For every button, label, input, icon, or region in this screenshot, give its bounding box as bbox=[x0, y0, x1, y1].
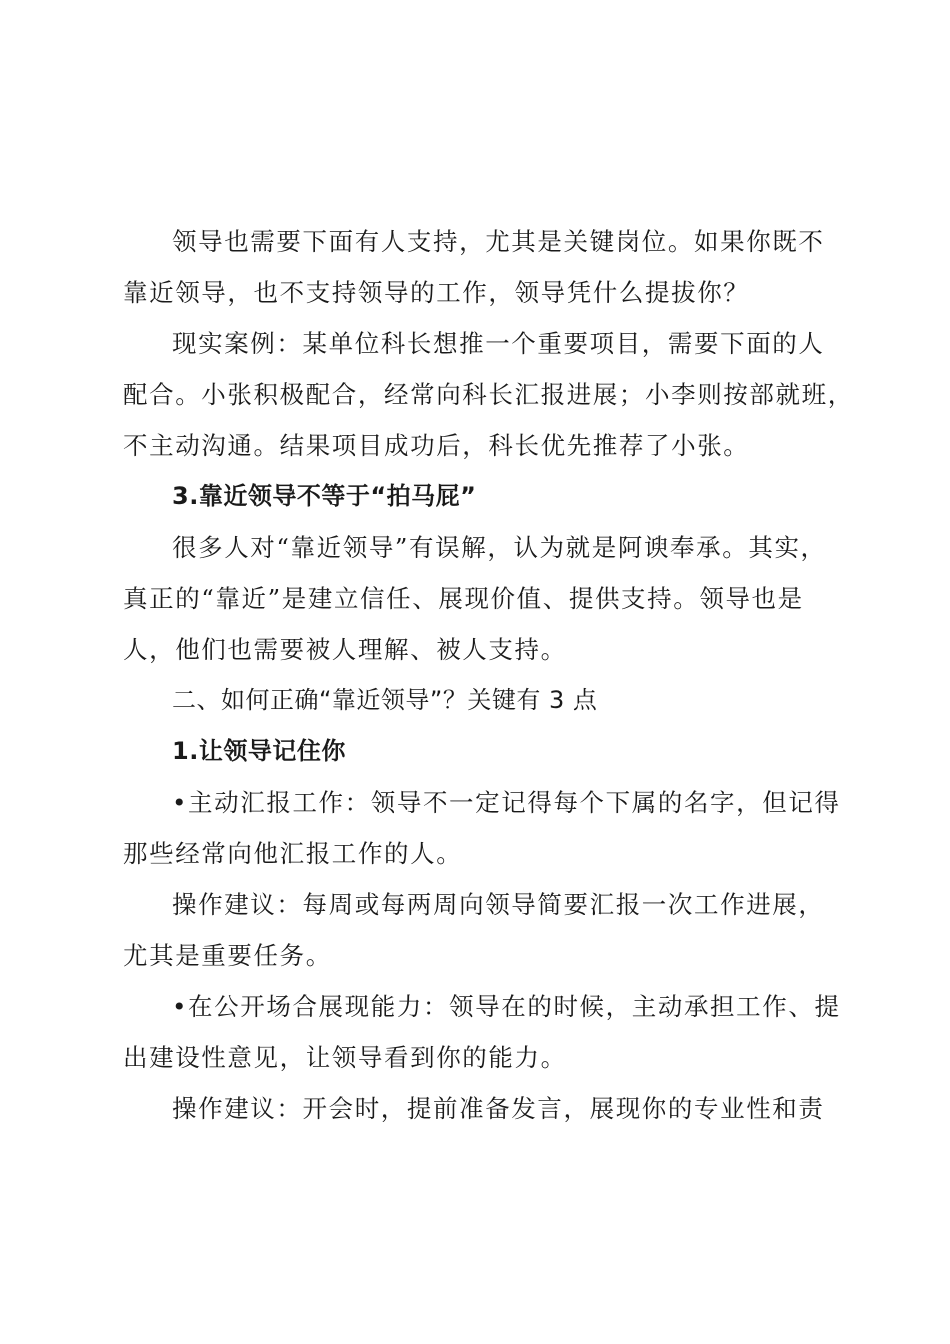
section-heading bbox=[123, 726, 833, 777]
section-heading bbox=[123, 471, 833, 522]
document-body bbox=[123, 216, 854, 1134]
text-line: 领导也需要下面有人支持，尤其是关键岗位。如果你既不 bbox=[172, 227, 825, 256]
paragraph bbox=[123, 1083, 833, 1134]
text-line: •在公开场合展现能力：领导在的时候，主动承担工作、提 bbox=[172, 992, 841, 1021]
text-line: 真正的“靠近”是建立信任、展现价值、提供支持。领导也是 bbox=[123, 584, 804, 613]
heading-text: 3.靠近领导不等于“拍马屁” bbox=[172, 482, 477, 510]
text-line: 不主动沟通。结果项目成功后，科长优先推荐了小张。 bbox=[123, 431, 750, 460]
bullet-paragraph bbox=[123, 981, 841, 1083]
paragraph bbox=[123, 318, 854, 471]
text-line: 配合。小张积极配合，经常向科长汇报进展；小李则按部就班， bbox=[123, 380, 854, 409]
heading-text: 1.让领导记住你 bbox=[172, 737, 346, 765]
bullet-paragraph bbox=[123, 777, 841, 879]
text-line: 操作建议：每周或每两周向领导简要汇报一次工作进展， bbox=[172, 890, 825, 919]
text-line: 操作建议：开会时，提前准备发言，展现你的专业性和责 bbox=[172, 1094, 825, 1123]
text-line: 靠近领导，也不支持领导的工作，领导凭什么提拔你？ bbox=[123, 278, 750, 307]
paragraph bbox=[123, 216, 833, 318]
text-line: 现实案例：某单位科长想推一个重要项目，需要下面的人 bbox=[172, 329, 825, 358]
text-line: 那些经常向他汇报工作的人。 bbox=[123, 839, 463, 868]
paragraph bbox=[123, 879, 833, 981]
heading-text: 二、如何正确“靠近领导”？关键有 3 点 bbox=[172, 686, 598, 714]
text-line: 出建设性意见，让领导看到你的能力。 bbox=[123, 1043, 567, 1072]
text-line: 尤其是重要任务。 bbox=[123, 941, 332, 970]
text-line: 很多人对“靠近领导”有误解，认为就是阿谀奉承。其实， bbox=[172, 533, 827, 562]
chapter-heading bbox=[123, 675, 833, 726]
text-line: •主动汇报工作：领导不一定记得每个下属的名字，但记得 bbox=[172, 788, 841, 817]
text-line: 人，他们也需要被人理解、被人支持。 bbox=[123, 635, 567, 664]
paragraph bbox=[123, 522, 833, 675]
